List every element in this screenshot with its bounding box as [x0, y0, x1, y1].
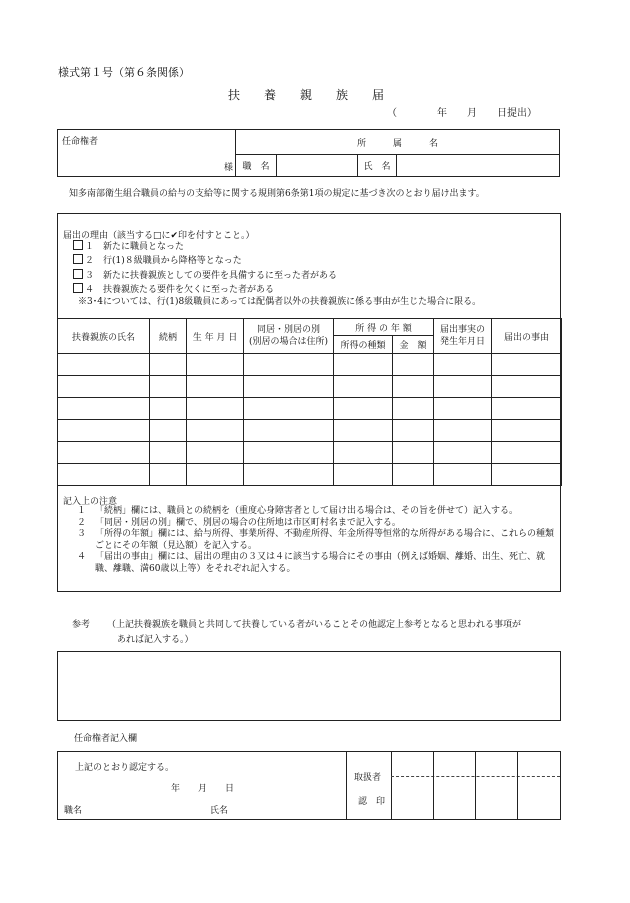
intro-text: 知多南部衛生組合職員の給与の支給等に関する規則第6条第1項の規定に基づき次のとおり届け出ます。 [69, 189, 485, 199]
certify-text: 上記のとおり認定する。 [75, 763, 175, 773]
reasons-list [73, 240, 337, 298]
col-living: 同居・別居の別 (別居の場合は住所) [244, 319, 334, 354]
reasons-note: ※3･4については、行(1)8級職員にあっては配偶者以外の扶養親族に係る事由が生じた場合に限る。 [78, 297, 482, 307]
dependents-table [57, 318, 562, 486]
checkbox[interactable] [73, 240, 83, 250]
appointer-box [57, 129, 560, 177]
certify-name-label: 氏名 [210, 806, 229, 816]
table-row [58, 398, 562, 420]
appointer-label: 任命権者 [62, 137, 99, 147]
appointer-entry-box [57, 751, 561, 820]
checkbox[interactable] [73, 269, 83, 279]
seal-label: 認 印 [358, 797, 386, 807]
notes-list [77, 506, 555, 575]
appointer-entry-heading: 任命権者記入欄 [74, 734, 138, 744]
handler-label: 取扱者 [354, 773, 382, 783]
table-row [58, 376, 562, 398]
table-row [58, 354, 562, 376]
col-birth: 生 年 月 日 [187, 319, 244, 354]
seal-cell[interactable] [475, 752, 476, 819]
checkbox[interactable] [73, 254, 83, 264]
checkbox[interactable] [73, 283, 83, 293]
reference-textarea[interactable] [57, 651, 561, 721]
page-title: 扶 養 親 族 届 [228, 88, 385, 102]
reason-item[interactable]: ４ 扶養親族たる要件を欠くに至った者がある [73, 283, 337, 297]
certify-position-label: 職名 [64, 806, 83, 816]
col-name: 扶養親族の氏名 [58, 319, 150, 354]
certify-date: 年 月 日 [171, 784, 235, 794]
name-field[interactable] [397, 155, 560, 177]
col-reason: 届出の事由 [492, 319, 562, 354]
seal-cell[interactable] [517, 752, 518, 819]
col-income: 所 得 の 年 額 [334, 319, 434, 336]
note-item: １ 「続柄」欄には、職員との続柄を（重度心身障害者として届け出る場合は、その旨を併せて）記入する。 [77, 506, 519, 516]
position-label: 職 名 [236, 155, 277, 177]
name-label: 氏 名 [358, 155, 397, 177]
reason-item[interactable]: ２ 行(1)８級職員から降格等となった [73, 254, 337, 268]
note-item: ４ 「届出の事由」欄には、届出の理由の３又は４に該当する場合にその事由（例えば婚姻、離婚、出生、死亡、就職、離職、満60歳以上等）をそれぞれ記入する。 [77, 552, 546, 574]
reference-text-1: （上記扶養親族を職員と共同して扶養している者がいることその他認定上参考となると思われる事項が [107, 620, 522, 630]
form-number: 様式第１号（第６条関係） [58, 66, 190, 79]
sama-label: 様 [223, 163, 233, 173]
dept-label: 所 属 名 [236, 130, 560, 155]
table-row [58, 464, 562, 486]
seal-cell[interactable] [433, 752, 434, 819]
reference-text-2: あれば記入する。） [117, 635, 194, 645]
reason-item[interactable]: １ 新たに職員となった [73, 240, 337, 254]
note-item: ２ 「同居・別居の別」欄で、別居の場合の住所地は市区町村名まで記入する。 [77, 517, 401, 528]
notes-heading: 記入上の注意 [63, 497, 118, 507]
col-relation: 続柄 [150, 319, 187, 354]
note-item: ３ 「所得の年額」欄には、給与所得、事業所得、不動産所得、年金所得等恒常的な所得がある場合に、これらの種類ごとにその年額（見込額）を記入する。 [77, 529, 555, 551]
col-income-type: 所得の種類 [334, 336, 393, 354]
position-field[interactable] [277, 155, 358, 177]
col-income-amount: 金 額 [393, 336, 434, 354]
table-row [58, 442, 562, 464]
table-row [58, 420, 562, 442]
reasons-heading: 届出の理由（該当する□に✔印を付すとこと。） [63, 231, 255, 241]
reference-label: 参考 [72, 620, 91, 630]
col-fact-date: 届出事実の 発生年月日 [434, 319, 492, 354]
submission-date: （ 年 月 日提出） [387, 108, 537, 119]
reason-item[interactable]: ３ 新たに扶養親族としての要件を具備するに至った者がある [73, 269, 337, 283]
